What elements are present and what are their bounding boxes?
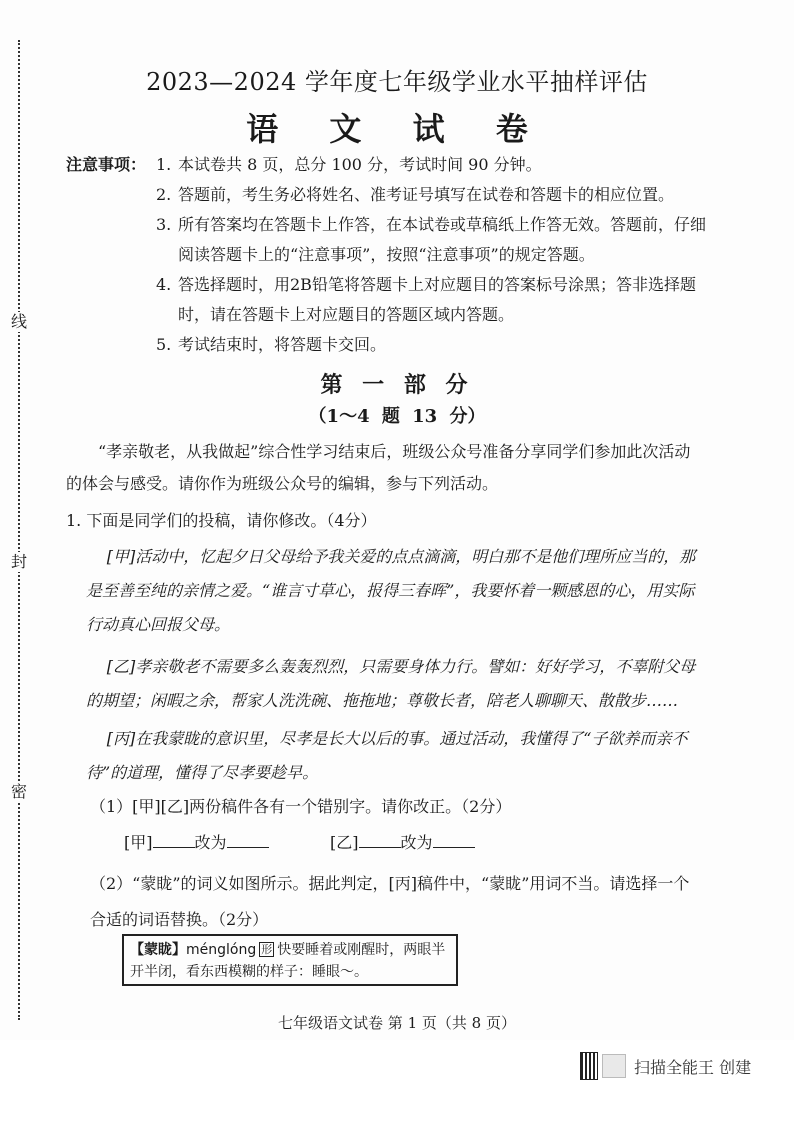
part-of-speech-badge: 形	[261, 943, 273, 956]
qr-code-icon	[580, 1052, 598, 1080]
draft-yi: [乙]孝亲敬老不需要多么轰轰烈烈，只需要身体力行。譬如：好好学习，不辜附父母的期望；闲暇之余，帮家人洗洗碗、拖拖地；尊敬长者，陪老人聊聊天、散散步……	[86, 657, 696, 710]
binding-mark-mi: 密	[8, 782, 30, 802]
notice-item: 3. 所有答案均在答题卡上作答，在本试卷或草稿纸上作答无效。答题前，仔细阅读答题卡上的“注意事项”，按照“注意事项”的规定答题。	[156, 215, 707, 264]
dictionary-pinyin: ménglóng	[186, 942, 257, 958]
notice-list	[66, 150, 706, 360]
subject-title: 语 文 试 卷	[246, 110, 548, 148]
intro-paragraph: “孝亲敬老，从我做起”综合性学习结束后，班级公众号准备分享同学们参加此次活动的体会与感受。请你作为班级公众号的编辑，参与下列活动。	[66, 442, 691, 493]
camscanner-logo-icon	[602, 1054, 626, 1078]
dictionary-entry-box	[122, 934, 458, 986]
answer-blank[interactable]	[433, 831, 475, 848]
binding-dotted-line	[18, 40, 20, 1020]
dictionary-word: 【蒙眬】	[130, 942, 186, 958]
page-footer: 七年级语文试卷 第 1 页（共 8 页）	[278, 1014, 516, 1032]
dictionary-definition: 快要睡着或刚醒时，两眼半开半闭，看东西模糊的样子：睡眼～。	[130, 942, 446, 980]
exam-title: 2023—2024 学年度七年级学业水平抽样评估	[146, 68, 648, 96]
answer-blank[interactable]	[227, 831, 269, 848]
part-subtitle: （1～4 题 13 分）	[308, 406, 486, 427]
question-1-sub-1: （1）[甲][乙]两份稿件各有一个错别字。请你改正。（2分）	[90, 797, 512, 816]
binding-mark-xian: 线	[8, 312, 30, 332]
question-1-sub-2: （2）“蒙眬”的词义如图所示。据此判定，[丙]稿件中，“蒙眬”用词不当。请选择一个合适的词语替换。（2分）	[90, 874, 690, 929]
answer-yi: [乙] 改为	[330, 830, 475, 856]
answer-blank[interactable]	[153, 831, 195, 848]
notice-item: 4. 答选择题时，用2B铅笔将答题卡上对应题目的答案标号涂黑；答非选择题时，请在答题卡上对应题目的答题区域内答题。	[156, 275, 696, 324]
answer-blank[interactable]	[359, 831, 401, 848]
part-title: 第 一 部 分	[320, 372, 474, 398]
notice-heading: 注意事项：	[66, 155, 147, 174]
binding-mark-feng: 封	[8, 552, 30, 572]
notice-item: 1. 本试卷共 8 页，总分 100 分，考试时间 90 分钟。	[156, 155, 542, 174]
question-1-stem: 1. 下面是同学们的投稿，请你修改。（4分）	[66, 511, 377, 530]
draft-bing: [丙]在我蒙眬的意识里，尽孝是长大以后的事。通过活动，我懂得了“子欲养而亲不待”的道理，懂得了尽孝要趁早。	[86, 729, 688, 782]
notice-item: 5. 考试结束时，将答题卡交回。	[156, 335, 387, 354]
notice-item: 2. 答题前，考生务必将姓名、准考证号填写在试卷和答题卡的相应位置。	[156, 185, 675, 204]
scanner-mark-text: 扫描全能王 创建	[634, 1058, 752, 1077]
answer-jia: [甲] 改为	[124, 830, 269, 856]
draft-jia: [甲]活动中，忆起夕日父母给予我关爱的点点滴滴，明白那不是他们理所应当的，那是至善至纯的亲情之爱。“谁言寸草心，报得三春晖”，我要怀着一颗感恩的心，用实际行动真心回报父母。	[86, 547, 696, 634]
notice-section	[66, 150, 706, 360]
